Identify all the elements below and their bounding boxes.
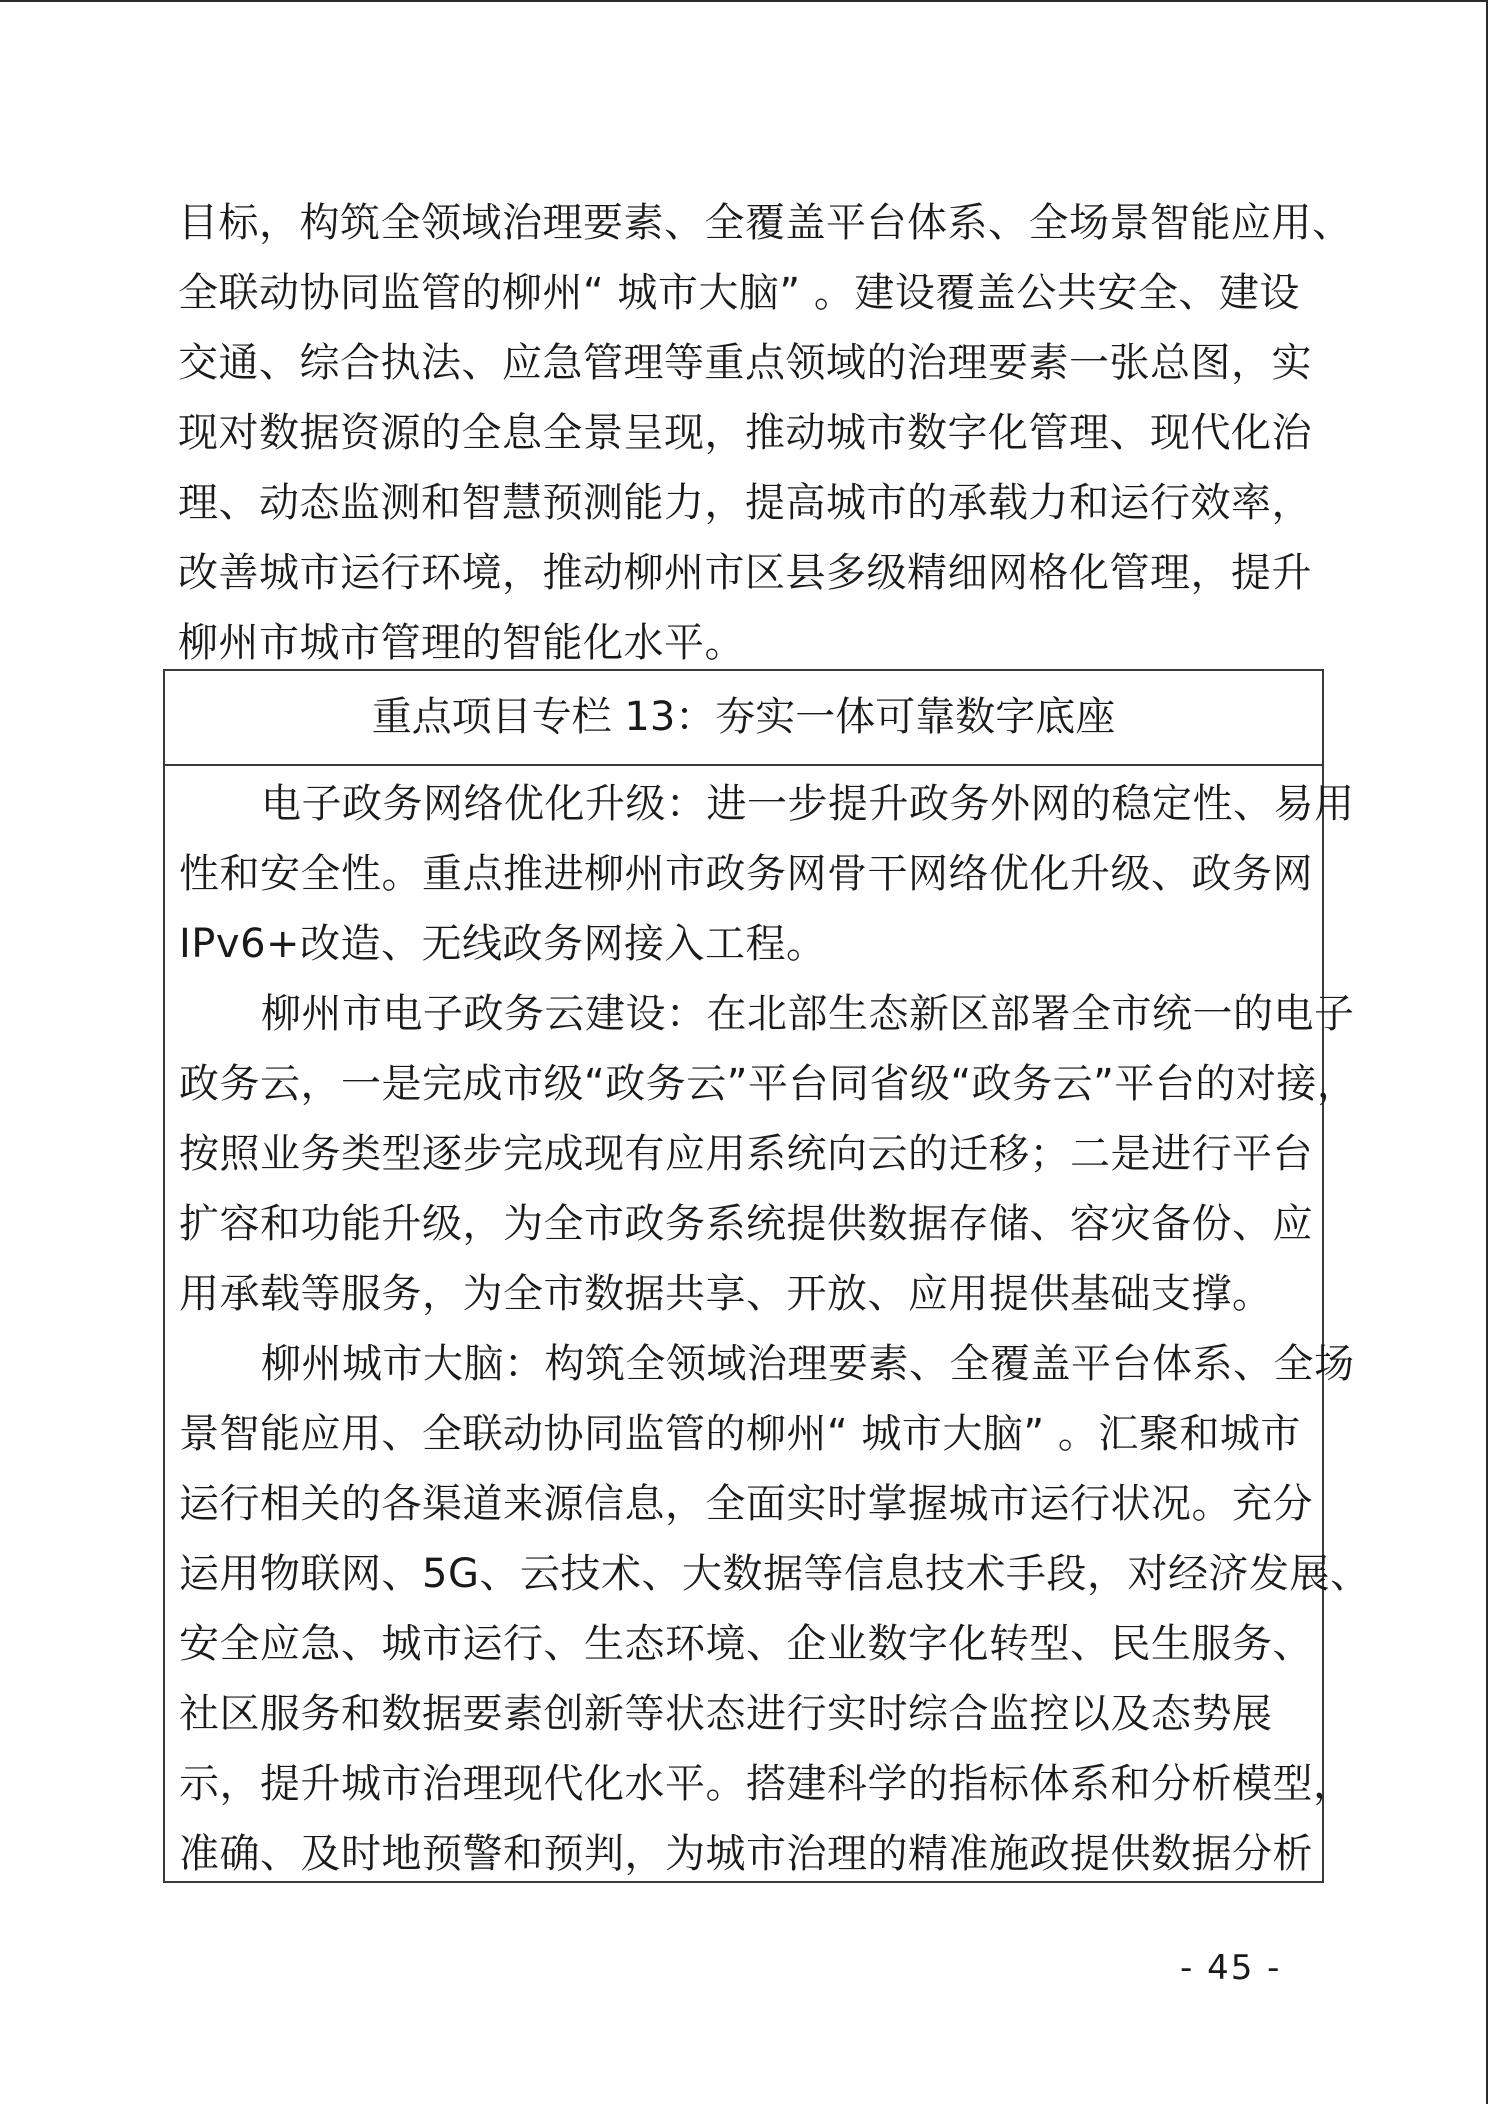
project-item-egov-cloud — [179, 979, 1358, 1329]
project-line: 景智能应用、全联动协同监管的柳州“ 城市大脑” 。汇聚和城市 — [179, 1411, 1301, 1457]
project-line: 示，提升城市治理现代化水平。搭建科学的指标体系和分析模型， — [179, 1761, 1354, 1807]
project-line: 按照业务类型逐步完成现有应用系统向云的迁移；二是进行平台 — [179, 1131, 1313, 1177]
intro-line: 交通、综合执法、应急管理等重点领域的治理要素一张总图，实 — [178, 340, 1312, 386]
project-item-city-brain — [179, 1329, 1371, 1889]
project-line: 柳州市电子政务云建设：在北部生态新区部署全市统一的电子 — [261, 991, 1355, 1037]
project-line: 运用物联网、5G、云技术、大数据等信息技术手段，对经济发展、 — [179, 1551, 1371, 1597]
project-line: 柳州城市大脑：构筑全领域治理要素、全覆盖平台体系、全场 — [261, 1341, 1355, 1387]
project-column-box — [163, 669, 1371, 1883]
project-item-egov-network — [179, 769, 1355, 979]
project-line: 用承载等服务，为全市数据共享、开放、应用提供基础支撑。 — [179, 1271, 1273, 1317]
project-column-body — [165, 766, 1371, 1889]
top-border-line — [0, 0, 1488, 2]
intro-line: 全联动协同监管的柳州“ 城市大脑” 。建设覆盖公共安全、建设 — [178, 270, 1300, 316]
project-line: IPv6+改造、无线政务网接入工程。 — [179, 921, 827, 967]
intro-line: 理、动态监测和智慧预测能力，提高城市的承载力和运行效率， — [178, 480, 1312, 526]
intro-line: 目标，构筑全领域治理要素、全覆盖平台体系、全场景智能应用、 — [178, 200, 1353, 246]
intro-paragraph — [178, 188, 1353, 678]
intro-line: 改善城市运行环境，推动柳州市区县多级精细网格化管理，提升 — [178, 550, 1312, 596]
project-line: 扩容和功能升级，为全市政务系统提供数据存储、容灾备份、应 — [179, 1201, 1313, 1247]
project-line: 性和安全性。重点推进柳州市政务网骨干网络优化升级、政务网 — [179, 851, 1313, 897]
project-line: 运行相关的各渠道来源信息，全面实时掌握城市运行状况。充分 — [179, 1481, 1313, 1527]
project-line: 准确、及时地预警和预判，为城市治理的精准施政提供数据分析 — [179, 1831, 1313, 1877]
project-line: 政务云，一是完成市级“政务云”平台同省级“政务云”平台的对接， — [179, 1061, 1358, 1107]
project-line: 安全应急、城市运行、生态环境、企业数字化转型、民生服务、 — [179, 1621, 1313, 1667]
project-line: 电子政务网络优化升级：进一步提升政务外网的稳定性、易用 — [261, 781, 1355, 827]
project-line: 社区服务和数据要素创新等状态进行实时综合监控以及态势展 — [179, 1691, 1273, 1737]
intro-line: 现对数据资源的全息全景呈现，推动城市数字化管理、现代化治 — [178, 410, 1312, 456]
intro-line: 柳州市城市管理的智能化水平。 — [178, 620, 745, 666]
project-column-title: 重点项目专栏 13：夯实一体可靠数字底座 — [165, 671, 1322, 766]
page-number: - 45 - — [1180, 1948, 1282, 1988]
